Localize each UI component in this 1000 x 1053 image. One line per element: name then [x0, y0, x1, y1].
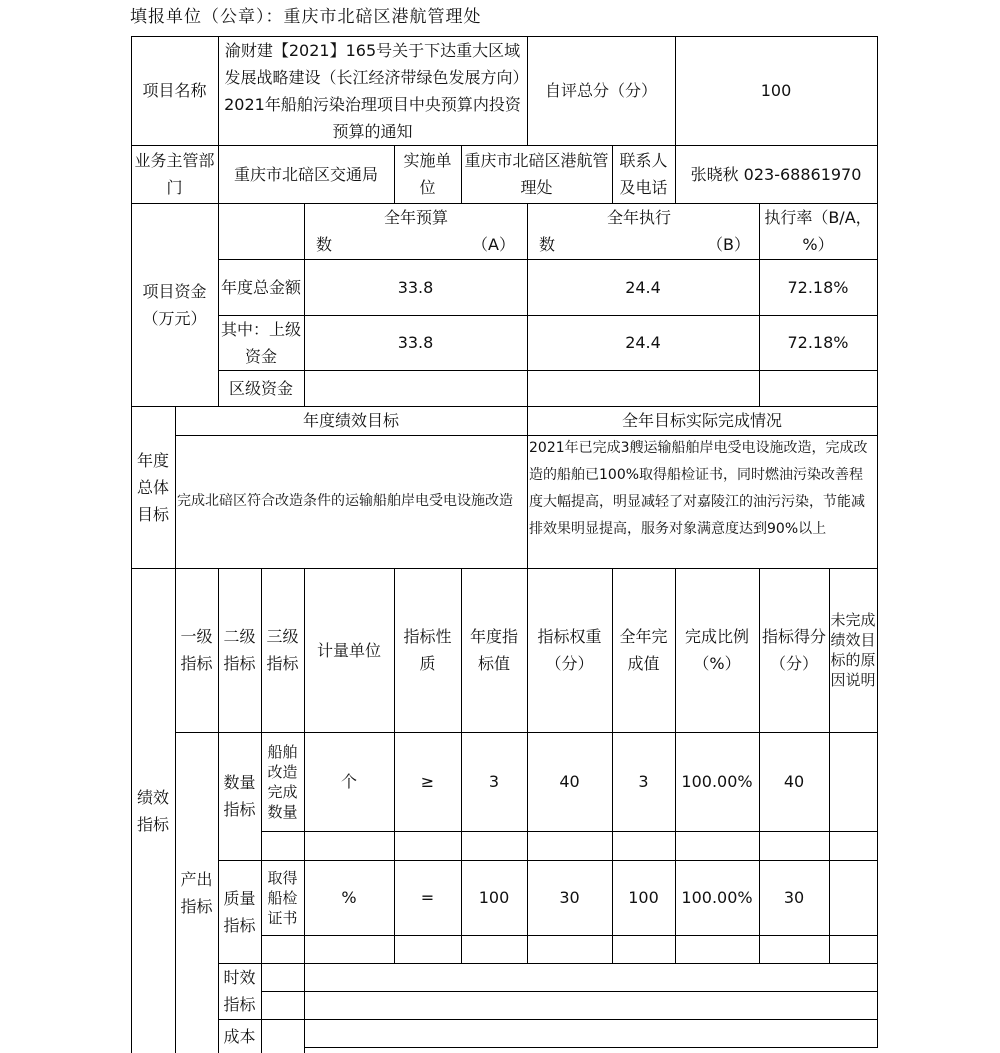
exec-header-cell	[527, 203, 760, 260]
quality-empty-nature	[394, 935, 462, 964]
row2-target: 100	[461, 860, 528, 936]
budget-sub-1: 数	[316, 235, 333, 254]
fund-row-district-exec	[527, 370, 760, 407]
row1-target: 3	[461, 732, 528, 832]
quantity-empty-target	[461, 831, 528, 861]
exec-rate-header: 执行率（B/A，%）	[759, 203, 878, 260]
fund-row-district-rate	[759, 370, 878, 407]
col-header-score: 指标得分（分）	[759, 568, 830, 733]
row1-ratio: 100.00%	[675, 732, 760, 832]
quality-empty-unit	[304, 935, 395, 964]
level2-quality: 质量指标	[218, 860, 262, 964]
quantity-empty-nature	[394, 831, 462, 861]
fund-row-total-label: 年度总金额	[218, 259, 305, 316]
fund-row-upper-exec: 24.4	[527, 315, 760, 371]
row2-score: 30	[759, 860, 830, 936]
row2-nature: =	[394, 860, 462, 936]
budget-header: 全年预算	[384, 208, 449, 227]
fund-row-upper-rate: 72.18%	[759, 315, 878, 371]
quality-empty-reason	[829, 935, 878, 964]
quantity-empty-reason	[829, 831, 878, 861]
col-header-level2: 二级指标	[218, 568, 262, 733]
col-header-annual-target: 年度指标值	[461, 568, 528, 733]
funds-corner-cell	[218, 203, 305, 260]
quantity-empty-done	[612, 831, 676, 861]
funds-label: 项目资金（万元）	[131, 203, 219, 407]
fund-row-upper-label: 其中：上级资金	[218, 315, 305, 371]
timeliness-r1-level3	[261, 963, 305, 992]
row2-ratio: 100.00%	[675, 860, 760, 936]
annual-target-header: 年度绩效目标	[175, 406, 528, 436]
col-header-actual: 全年完成值	[612, 568, 676, 733]
fund-row-upper-budget: 33.8	[304, 315, 528, 371]
row2-unit: %	[304, 860, 395, 936]
level2-quantity: 数量指标	[218, 732, 262, 861]
level1-output-indicator: 产出指标	[175, 732, 219, 1053]
contact-value: 张晓秋 023-68861970	[675, 145, 878, 204]
performance-indicators-label: 绩效指标	[131, 568, 176, 1053]
self-score-label: 自评总分（分）	[527, 36, 676, 146]
fund-row-total-exec: 24.4	[527, 259, 760, 316]
timeliness-r1-rest	[304, 963, 878, 992]
row1-done: 3	[612, 732, 676, 832]
quality-empty-ratio	[675, 935, 760, 964]
quantity-empty-level3	[261, 831, 305, 861]
fund-row-total-budget: 33.8	[304, 259, 528, 316]
quality-empty-level3	[261, 935, 305, 964]
col-header-reason: 未完成绩效目标的原因说明	[829, 568, 878, 733]
timeliness-r2-level3	[261, 991, 305, 1020]
quantity-empty-unit	[304, 831, 395, 861]
quality-empty-done	[612, 935, 676, 964]
cost-r1-rest	[304, 1019, 878, 1048]
col-header-level3: 三级指标	[261, 568, 305, 733]
row1-weight: 40	[527, 732, 613, 832]
fund-row-total-rate: 72.18%	[759, 259, 878, 316]
timeliness-r2-rest	[304, 991, 878, 1020]
filling-unit-header: 填报单位（公章）：重庆市北碚区港航管理处	[130, 7, 482, 27]
row1-nature: ≥	[394, 732, 462, 832]
row2-weight: 30	[527, 860, 613, 936]
col-header-weight: 指标权重（分）	[527, 568, 613, 733]
col-header-unit: 计量单位	[304, 568, 395, 733]
contact-label: 联系人及电话	[612, 145, 676, 204]
quality-empty-weight	[527, 935, 613, 964]
row1-reason	[829, 732, 878, 832]
quantity-empty-score	[759, 831, 830, 861]
row2-reason	[829, 860, 878, 936]
project-name-label: 项目名称	[131, 36, 219, 146]
dept-label: 业务主管部门	[131, 145, 219, 204]
exec-sub-1: 数	[539, 235, 556, 254]
row1-level3: 船舶改造完成数量	[261, 732, 305, 832]
budget-header-cell	[304, 203, 528, 260]
row1-unit: 个	[304, 732, 395, 832]
actual-completion-text: 2021年已完成3艘运输船舶岸电受电设施改造，完成改造的船舶已100%取得船检证书，同时燃油污染改善程度大幅提高，明显减轻了对嘉陵江的油污污染，节能减排效果明显提高，服务对象满意度达到90%以上	[527, 435, 878, 569]
project-name-value: 渝财建【2021】165号关于下达重大区域发展战略建设（长江经济带绿色发展方向）2021年船舶污染治理项目中央预算内投资预算的通知	[218, 36, 528, 146]
quality-empty-target	[461, 935, 528, 964]
overall-goal-label: 年度总体目标	[131, 406, 176, 569]
annual-target-text: 完成北碚区符合改造条件的运输船舶岸电受电设施改造	[175, 435, 528, 569]
cost-r1-level3	[261, 1019, 305, 1053]
row1-score: 40	[759, 732, 830, 832]
col-header-nature: 指标性质	[394, 568, 462, 733]
level2-timeliness: 时效指标	[218, 963, 262, 1020]
level2-cost: 成本	[218, 1019, 262, 1053]
exec-header: 全年执行	[607, 208, 672, 227]
impl-unit-label: 实施单位	[394, 145, 462, 204]
fund-row-district-budget	[304, 370, 528, 407]
fund-row-district-label: 区级资金	[218, 370, 305, 407]
actual-completion-header: 全年目标实际完成情况	[527, 406, 878, 436]
row2-done: 100	[612, 860, 676, 936]
quality-empty-score	[759, 935, 830, 964]
row2-level3: 取得船检证书	[261, 860, 305, 936]
quantity-empty-ratio	[675, 831, 760, 861]
self-score-value: 100	[675, 36, 878, 146]
budget-sub-2: （A）	[472, 235, 515, 254]
col-header-ratio: 完成比例（%）	[675, 568, 760, 733]
col-header-level1: 一级指标	[175, 568, 219, 733]
dept-value: 重庆市北碚区交通局	[218, 145, 395, 204]
exec-sub-2: （B）	[707, 235, 750, 254]
quantity-empty-weight	[527, 831, 613, 861]
impl-unit-value: 重庆市北碚区港航管理处	[461, 145, 613, 204]
